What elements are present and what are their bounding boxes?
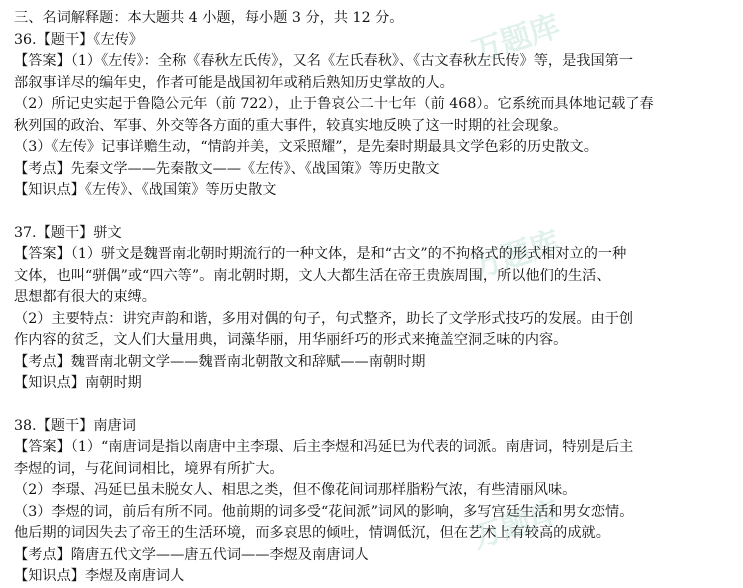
watermark-1: 万题库 bbox=[467, 8, 565, 70]
q38-answer-3b: 他后期的词因失去了帝王的生活环境，而多哀思的倾吐，情调低沉，但在艺术上有较高的成就。 bbox=[14, 525, 610, 541]
exam-document bbox=[14, 8, 734, 588]
spacer bbox=[14, 202, 734, 223]
spacer bbox=[14, 395, 734, 416]
q37-kaodian: 【考点】魏晋南北朝文学——魏晋南北朝散文和辞赋——南朝时期 bbox=[14, 353, 426, 370]
q37-answer-1a: 【答案】（1）骈文是魏晋南北朝时期流行的一种文体，是和“古文”的不拘格式的形式相对立的一种 bbox=[14, 246, 627, 262]
watermark-2: 万题库 bbox=[467, 224, 565, 286]
q36-answer-1b: 部叙事详尽的编年史，作者可能是战国初年或稍后熟知历史掌故的人。 bbox=[14, 74, 454, 91]
q37-stem: 37.【题干】骈文 bbox=[14, 224, 122, 241]
q38-answer-1b: 李煜的词，与花间词相比，境界有所扩大。 bbox=[14, 460, 284, 477]
q36-zhishidian: 【知识点】《左传》、《战国策》等历史散文 bbox=[14, 182, 277, 198]
q36-answer-1a: 【答案】（1）《左传》：全称《春秋左氏传》，又名《左氏春秋》、《古文春秋左氏传》等，是我国第一 bbox=[14, 53, 634, 69]
q36-stem: 36.【题干】《左传》 bbox=[14, 31, 143, 48]
q36-answer-2a: （2）所记史实起于鲁隐公元年（前 722），止于鲁哀公二十七年（前 468）。它系统而具体地记载了春 bbox=[14, 96, 654, 112]
q36-kaodian: 【考点】先秦文学——先秦散文——《左传》、《战国策》等历史散文 bbox=[14, 160, 440, 177]
q38-kaodian: 【考点】隋唐五代文学——唐五代词——李煜及南唐词人 bbox=[14, 546, 369, 563]
q37-answer-2b: 作内容的贫乏，文人们大量用典，词藻华丽，用华丽纤巧的形式来掩盖空洞乏味的内容。 bbox=[14, 332, 568, 348]
q36-answer-3: （3）《左传》记事详赡生动，“情韵并美，文采照耀”，是先秦时期最具文学色彩的历史散文。 bbox=[14, 139, 598, 155]
question-38 bbox=[14, 416, 734, 588]
q36-answer-2b: 秋列国的政治、军事、外交等各方面的重大事件，较真实地反映了这一时期的社会现象。 bbox=[14, 117, 568, 134]
q38-answer-1a: 【答案】（1）“南唐词是指以南唐中主李璟、后主李煜和冯延巳为代表的词派。南唐词，特别是后主 bbox=[14, 439, 634, 455]
q37-answer-1c: 思想都有很大的束缚。 bbox=[14, 289, 156, 305]
question-37 bbox=[14, 223, 734, 395]
q38-answer-3a: （3）李煜的词，前后有所不同。他前期的词多受“花间派”词风的影响，多写宫廷生活和男女恋情。 bbox=[14, 503, 634, 520]
q38-stem: 38.【题干】南唐词 bbox=[14, 417, 136, 434]
q38-zhishidian: 【知识点】李煜及南唐词人 bbox=[14, 568, 185, 584]
watermark-3: 万题库 bbox=[467, 494, 565, 556]
q37-answer-2a: （2）主要特点：讲究声韵和谐，多用对偶的句子，句式整齐，助长了文学形式技巧的发展。由于创 bbox=[14, 310, 634, 327]
question-36 bbox=[14, 30, 734, 202]
q38-answer-2: （2）李璟、冯延巳虽未脱女人、相思之类，但不像花间词那样脂粉气浓，有些清丽风味。 bbox=[14, 482, 577, 498]
q37-zhishidian: 【知识点】南朝时期 bbox=[14, 375, 142, 391]
section-header: 三、名词解释题：本大题共 4 小题，每小题 3 分，共 12 分。 bbox=[14, 10, 404, 26]
q37-answer-1b: 文体，也叫“骈偶”或“四六等”。南北朝时期，文人大都生活在帝王贵族周围，所以他们的生活、 bbox=[14, 267, 611, 284]
